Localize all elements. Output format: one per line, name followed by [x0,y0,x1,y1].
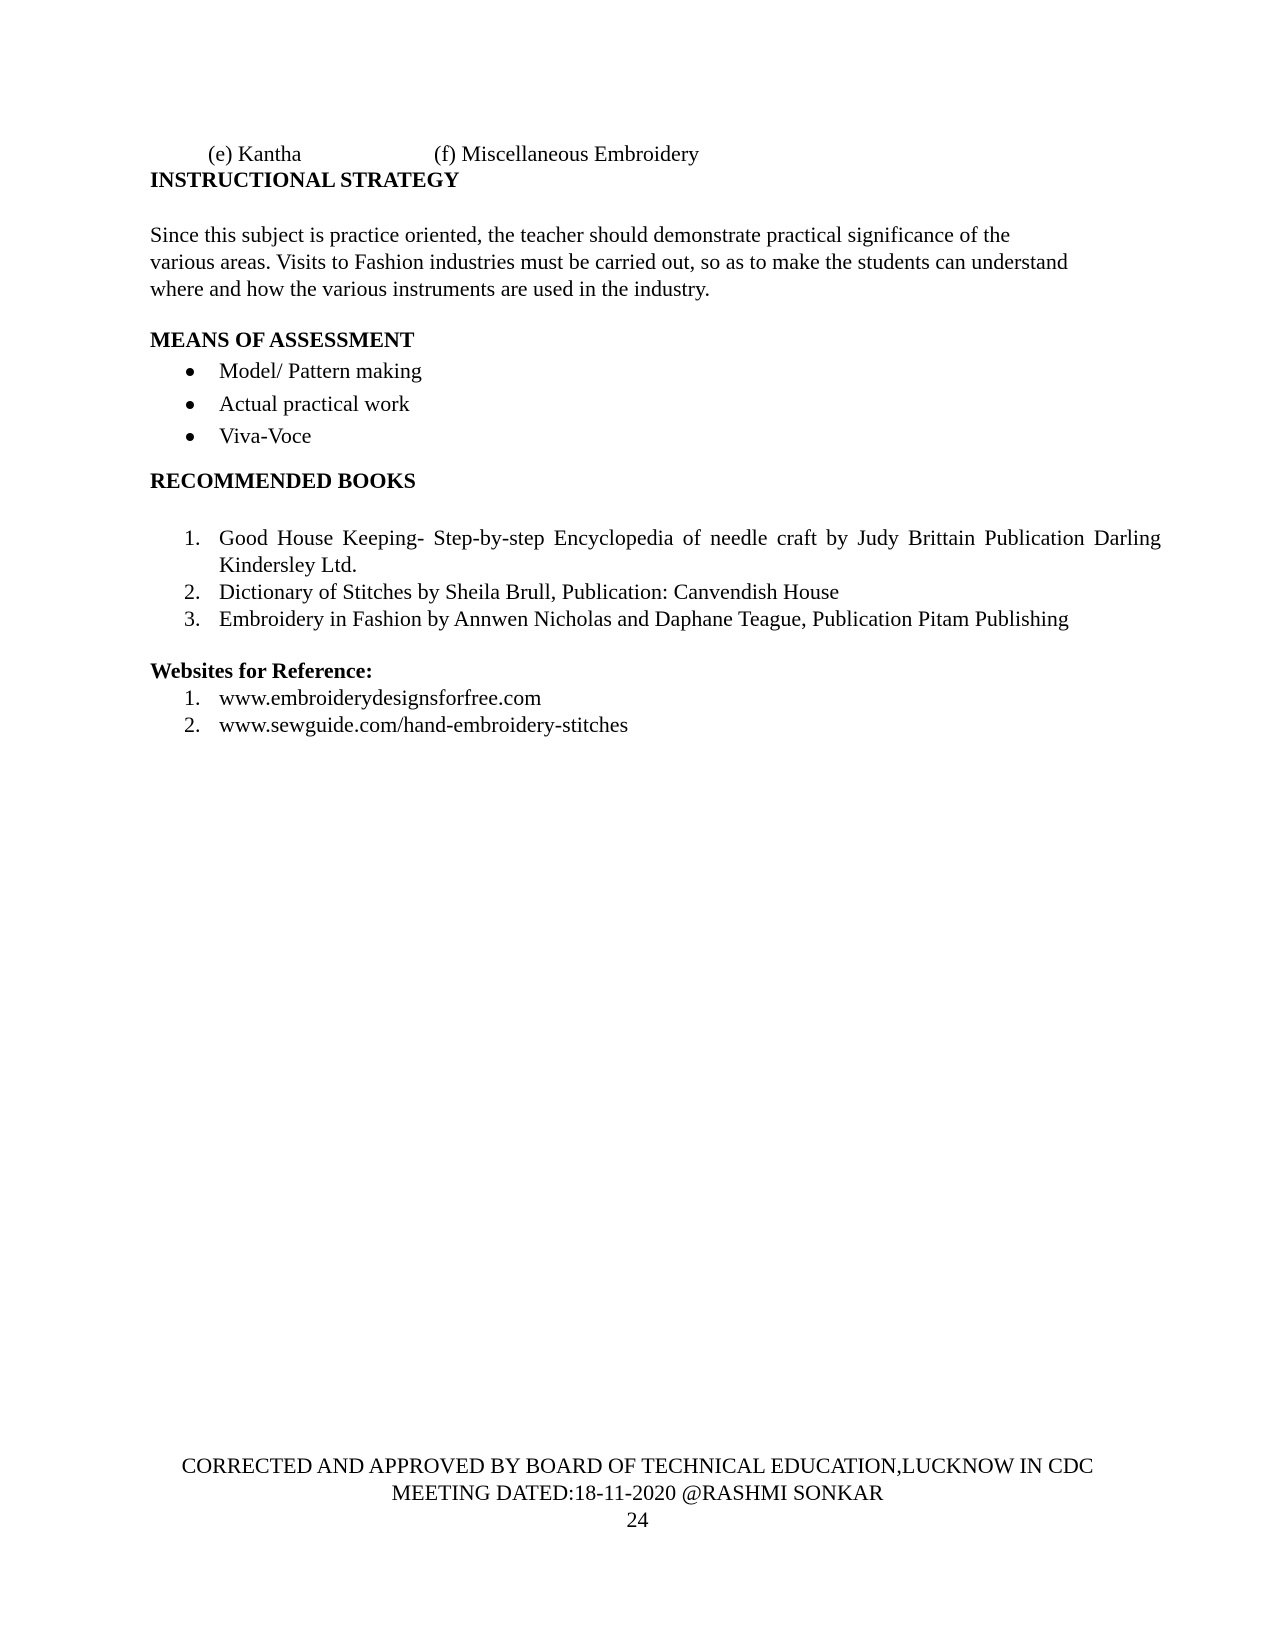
assessment-list [150,355,422,453]
list-item-number: 1. [184,685,201,710]
list-item-text: Actual practical work [219,390,410,416]
list-item [150,711,628,738]
recommended-books-list [150,524,1161,632]
list-item-text: Model/ Pattern making [219,358,422,383]
list-item-text: Embroidery in Fashion by Annwen Nicholas and Daphane Teague, Publication Pitam Publishing [219,606,1069,631]
list-item-text: Viva-Voce [219,423,312,448]
means-of-assessment-heading: MEANS OF ASSESSMENT [150,327,415,352]
instructional-strategy-heading: INSTRUCTIONAL STRATEGY [150,167,460,192]
footer-line: MEETING DATED:18-11-2020 @RASHMI SONKAR [391,1480,884,1505]
embroidery-item-f: (f) Miscellaneous Embroidery [434,141,700,166]
list-item [150,524,1161,578]
list-item [150,578,1161,605]
list-item-text: Good House Keeping- Step-by-step Encyclopedia of needle craft by Judy Brittain Publication Darling Kindersley Ltd. [219,525,1161,577]
list-item-number: 3. [184,606,201,631]
list-item [150,388,422,421]
list-item-text: Dictionary of Stitches by Sheila Brull, Publication: Canvendish House [219,579,840,604]
page-footer [0,1452,1275,1533]
instructional-strategy-paragraph [150,221,1130,302]
footer-line: CORRECTED AND APPROVED BY BOARD OF TECHNICAL EDUCATION,LUCKNOW IN CDC [181,1453,1094,1478]
paragraph-line: various areas. Visits to Fashion industries must be carried out, so as to make the students can understand [150,249,1068,274]
list-item [150,684,628,711]
list-item [150,355,422,388]
list-item [150,420,422,453]
bullet-icon [186,433,194,441]
list-item-number: 1. [184,525,201,550]
list-item [150,605,1161,632]
recommended-books-heading: RECOMMENDED BOOKS [150,468,416,493]
paragraph-line: where and how the various instruments are used in the industry. [150,276,711,301]
embroidery-items-row [208,140,700,167]
website-link[interactable]: www.embroiderydesignsforfree.com [219,685,542,710]
bullet-icon [186,368,194,376]
page-number: 24 [626,1507,649,1532]
bullet-icon [186,401,194,409]
websites-heading: Websites for Reference: [150,658,373,683]
list-item-number: 2. [184,712,201,737]
paragraph-line: Since this subject is practice oriented, the teacher should demonstrate practical significance of the [150,222,1011,247]
website-link[interactable]: www.sewguide.com/hand-embroidery-stitches [219,712,629,737]
embroidery-item-e: (e) Kantha [208,141,302,166]
websites-list [150,684,628,738]
list-item-number: 2. [184,579,201,604]
